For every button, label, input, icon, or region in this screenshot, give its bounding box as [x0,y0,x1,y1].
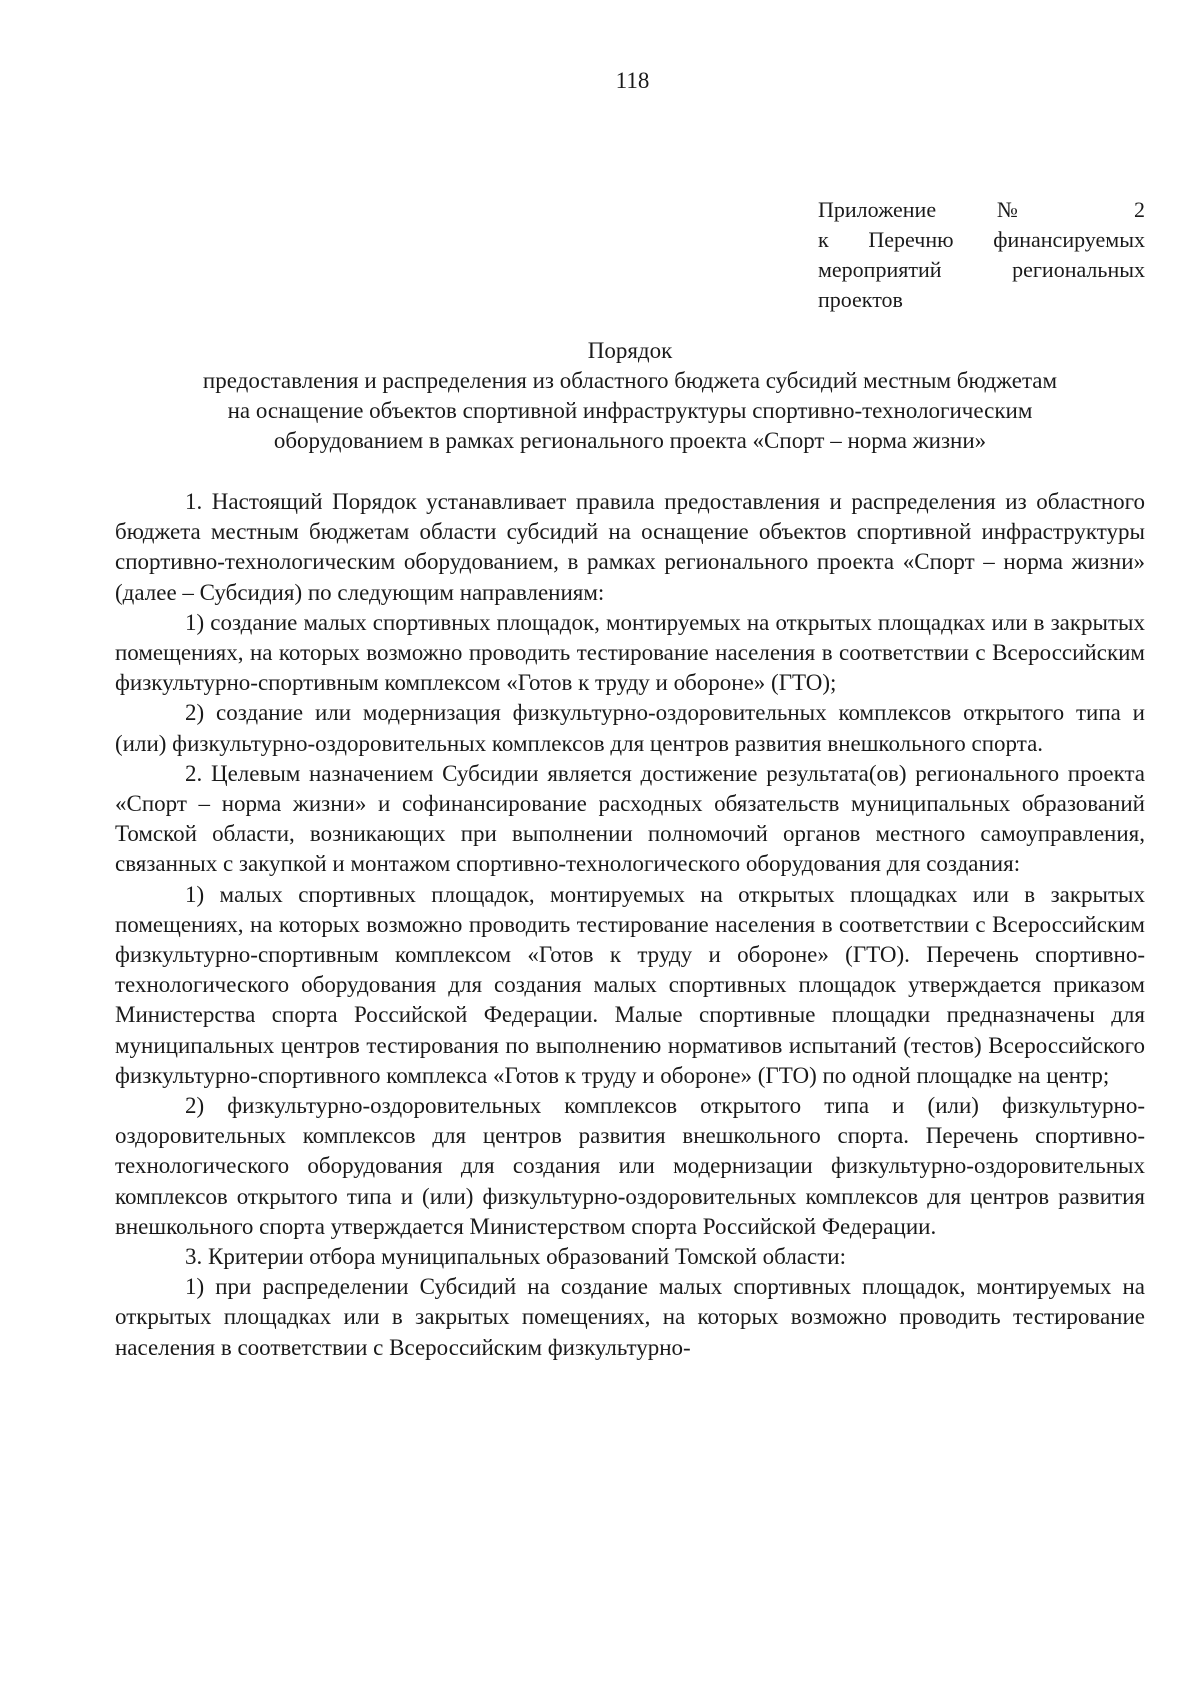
appendix-line: Приложение № 2 [818,197,1145,222]
appendix-reference [818,195,1145,315]
paragraph-2-item-2: 2) физкультурно-оздоровительных комплексов открытого типа и (или) физкультурно-оздоровительных комплексов для центров развития внешкольного спорта. Перечень спортивно-технологического оборудования для создания или модернизации физкультурно-оздоровительных комплексов открытого типа и (или) физкультурно-оздоровительных комплексов для центров развития внешкольного спорта утверждается Министерством спорта Российской Федерации. [115,1093,1145,1239]
paragraph-2: 2. Целевым назначением Субсидии является достижение результата(ов) регионального проекта «Спорт – норма жизни» и софинансирование расходных обязательств муниципальных образований Томской области, возникающих при выполнении полномочий органов местного самоуправления, связанных с закупкой и монтажом спортивно-технологического оборудования для создания: [115,760,1145,877]
title-subline: оборудованием в рамках регионального проекта «Спорт – норма жизни» [273,428,987,453]
appendix-line: к Перечню финансируемых [818,227,1145,252]
title-subline: на оснащение объектов спортивной инфраструктуры спортивно-технологическим [227,398,1033,423]
document-body [115,487,1145,1363]
paragraph-3: 3. Критерии отбора муниципальных образований Томской области: [185,1244,846,1270]
paragraph-1-item-1: 1) создание малых спортивных площадок, монтируемых на открытых площадках или в закрытых помещениях, на которых возможно проводить тестирование населения в соответствии с Всероссийским физкультурно-спортивным комплексом «Готов к труду и обороне» (ГТО); [115,609,1145,696]
title-subline: предоставления и распределения из областного бюджета субсидий местным бюджетам [202,368,1058,393]
paragraph-2-item-1: 1) малых спортивных площадок, монтируемых на открытых площадках или в закрытых помещениях, на которых возможно проводить тестирование населения в соответствии с Всероссийским физкультурно-спортивным комплексом «Готов к труду и обороне» (ГТО). Перечень спортивно-технологического оборудования для создания малых спортивных площадок утверждается приказом Министерства спорта Российской Федерации. Малые спортивные площадки предназначены для муниципальных центров тестирования по выполнению нормативов испытаний (тестов) Всероссийского физкультурно-спортивного комплекса «Готов к труду и обороне» (ГТО) по одной площадке на центр; [115,881,1145,1088]
page-number: 118 [615,68,650,93]
appendix-line: проектов [818,287,903,312]
paragraph-1: 1. Настоящий Порядок устанавливает правила предоставления и распределения из областного бюджета местным бюджетам области субсидий на оснащение объектов спортивной инфраструктуры спортивно-технологическим оборудованием, в рамках регионального проекта «Спорт – норма жизни» (далее – Субсидия) по следующим направлениям: [115,489,1145,605]
title-heading: Порядок [587,338,673,363]
appendix-line: мероприятий региональных [818,257,1145,282]
document-title [115,336,1145,456]
paragraph-1-item-2: 2) создание или модернизация физкультурно-оздоровительных комплексов открытого типа и (или) физкультурно-оздоровительных комплексов для центров развития внешкольного спорта. [115,700,1145,756]
paragraph-3-item-1: 1) при распределении Субсидий на создание малых спортивных площадок, монтируемых на открытых площадках или в закрытых помещениях, на которых возможно проводить тестирование населения в соответствии с Всероссийским физкультурно- [115,1274,1145,1360]
